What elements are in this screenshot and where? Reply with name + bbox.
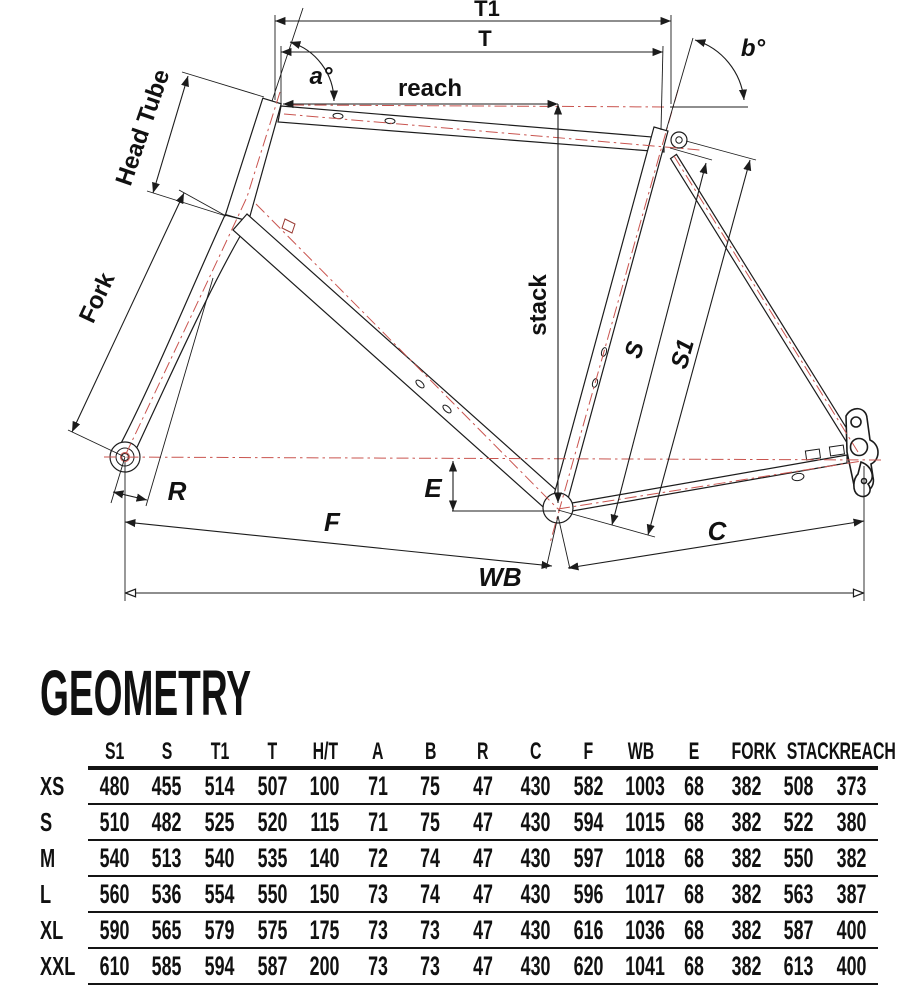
value-cell: 590	[88, 912, 141, 948]
value-cell: 1036	[615, 912, 668, 948]
value-cell: 75	[404, 804, 457, 840]
size-label: L	[40, 878, 52, 909]
value-cell: 430	[509, 948, 562, 984]
value-cell: 47	[457, 912, 510, 948]
column-header-s1: S1	[88, 737, 141, 768]
reach-level-centerline	[292, 105, 668, 107]
label-fork: Fork	[73, 268, 121, 328]
column-header-wb: WB	[615, 737, 668, 768]
value-cell: 115	[299, 804, 352, 840]
value-cell: 382	[720, 876, 773, 912]
value-cell: 68	[667, 876, 720, 912]
value-cell: 507	[246, 768, 299, 804]
seat-tube-centerline	[550, 90, 678, 543]
table-row-l	[40, 876, 878, 912]
value-cell: 47	[457, 876, 510, 912]
fork-blade	[117, 215, 249, 456]
label-stack: stack	[525, 274, 552, 336]
column-header-stack: STACK	[773, 737, 826, 768]
value-cell: 68	[667, 912, 720, 948]
value-cell: 535	[246, 840, 299, 876]
value-cell: 382	[720, 768, 773, 804]
value-cell: 382	[825, 840, 878, 876]
value-cell: 513	[141, 840, 194, 876]
geometry-table	[40, 737, 897, 985]
rear-dropout	[846, 409, 878, 497]
value-cell: 47	[457, 768, 510, 804]
value-cell: 482	[141, 804, 194, 840]
value-cell: 75	[404, 768, 457, 804]
value-cell: 550	[773, 840, 826, 876]
value-cell: 522	[773, 804, 826, 840]
top-tube-centerline	[284, 114, 700, 150]
size-label: XS	[40, 770, 65, 801]
geometry-table-body	[40, 768, 878, 984]
value-cell: 387	[825, 876, 878, 912]
value-cell: 540	[193, 840, 246, 876]
value-cell: 616	[562, 912, 615, 948]
column-header-t: T	[246, 737, 299, 768]
label-angle-b: b°	[740, 35, 766, 62]
value-cell: 536	[141, 876, 194, 912]
column-header-a: A	[351, 737, 404, 768]
value-cell: 200	[299, 948, 352, 984]
size-label: M	[40, 842, 56, 873]
value-cell: 47	[457, 948, 510, 984]
value-cell: 1041	[615, 948, 668, 984]
value-cell: 74	[404, 876, 457, 912]
table-row-xl	[40, 912, 878, 948]
value-cell: 520	[246, 804, 299, 840]
chainstay-mount	[829, 445, 844, 456]
value-cell: 550	[246, 876, 299, 912]
label-e: E	[424, 473, 442, 503]
value-cell: 565	[141, 912, 194, 948]
column-header-c: C	[509, 737, 562, 768]
value-cell: 47	[457, 840, 510, 876]
value-cell: 373	[825, 768, 878, 804]
column-header-h-t: H/T	[299, 737, 352, 768]
label-head-tube: Head Tube	[110, 66, 176, 190]
value-cell: 610	[88, 948, 141, 984]
value-cell: 575	[246, 912, 299, 948]
value-cell: 382	[720, 804, 773, 840]
value-cell: 382	[720, 948, 773, 984]
table-row-xxl	[40, 948, 878, 984]
chain-stay	[572, 455, 847, 511]
value-cell: 73	[351, 912, 404, 948]
value-cell: 455	[141, 768, 194, 804]
label-angle-a: a°	[309, 63, 333, 90]
value-cell: 68	[667, 948, 720, 984]
value-cell: 74	[404, 840, 457, 876]
value-cell: 382	[720, 912, 773, 948]
label-reach: reach	[397, 75, 463, 102]
value-cell: 1003	[615, 768, 668, 804]
seat-stay	[671, 154, 857, 447]
value-cell: 613	[773, 948, 826, 984]
value-cell: 73	[351, 948, 404, 984]
value-cell: 430	[509, 804, 562, 840]
value-cell: 587	[246, 948, 299, 984]
value-cell: 380	[825, 804, 878, 840]
chainstay-guide	[791, 473, 804, 482]
value-cell: 596	[562, 876, 615, 912]
value-cell: 554	[193, 876, 246, 912]
value-cell: 510	[88, 804, 141, 840]
column-header-f: F	[562, 737, 615, 768]
value-cell: 73	[404, 948, 457, 984]
value-cell: 73	[351, 876, 404, 912]
seat-clamp	[671, 132, 687, 148]
label-r: R	[167, 476, 187, 506]
value-cell: 560	[88, 876, 141, 912]
column-header-reach: REACH	[825, 737, 878, 768]
value-cell: 1018	[615, 840, 668, 876]
size-label: XL	[40, 914, 64, 945]
label-t: T	[478, 26, 492, 51]
value-cell: 72	[351, 840, 404, 876]
size-label: S	[40, 806, 53, 837]
value-cell: 597	[562, 840, 615, 876]
table-header-row	[40, 737, 878, 768]
value-cell: 585	[141, 948, 194, 984]
label-c: C	[707, 516, 727, 546]
cable-stop	[282, 219, 295, 233]
value-cell: 47	[457, 804, 510, 840]
seat-stay-centerline	[674, 156, 858, 452]
value-cell: 150	[299, 876, 352, 912]
value-cell: 100	[299, 768, 352, 804]
value-cell: 620	[562, 948, 615, 984]
value-cell: 382	[720, 840, 773, 876]
value-cell: 508	[773, 768, 826, 804]
value-cell: 68	[667, 840, 720, 876]
label-f: F	[324, 507, 340, 537]
value-cell: 525	[193, 804, 246, 840]
table-row-m	[40, 840, 878, 876]
column-header-r: R	[457, 737, 510, 768]
value-cell: 587	[773, 912, 826, 948]
value-cell: 480	[88, 768, 141, 804]
value-cell: 430	[509, 876, 562, 912]
value-cell: 71	[351, 804, 404, 840]
value-cell: 579	[193, 912, 246, 948]
value-cell: 140	[299, 840, 352, 876]
column-header-s: S	[141, 737, 194, 768]
size-label: XXL	[40, 950, 76, 981]
head-tube	[226, 98, 282, 221]
value-cell: 582	[562, 768, 615, 804]
value-cell: 68	[667, 804, 720, 840]
value-cell: 594	[562, 804, 615, 840]
label-s1: S1	[665, 336, 700, 372]
value-cell: 1015	[615, 804, 668, 840]
value-cell: 430	[509, 840, 562, 876]
value-cell: 563	[773, 876, 826, 912]
dimension-angle-b	[666, 35, 766, 131]
page-title: GEOMETRY	[40, 657, 252, 729]
dimension-stack	[525, 104, 558, 503]
label-t1: T1	[474, 0, 500, 21]
column-header-b: B	[404, 737, 457, 768]
value-cell: 400	[825, 948, 878, 984]
value-cell: 430	[509, 768, 562, 804]
column-header-fork: FORK	[720, 737, 773, 768]
column-header-e: E	[667, 737, 720, 768]
down-tube	[233, 214, 565, 514]
value-cell: 514	[193, 768, 246, 804]
value-cell: 594	[193, 948, 246, 984]
value-cell: 540	[88, 840, 141, 876]
value-cell: 73	[404, 912, 457, 948]
column-header-t1: T1	[193, 737, 246, 768]
value-cell: 175	[299, 912, 352, 948]
seat-tube	[551, 127, 668, 510]
chainstay-mount	[805, 449, 820, 460]
table-row-s	[40, 804, 878, 840]
table-row-xs	[40, 768, 878, 804]
value-cell: 1017	[615, 876, 668, 912]
dimension-wb	[125, 562, 864, 593]
value-cell: 400	[825, 912, 878, 948]
label-wb: WB	[478, 562, 522, 592]
value-cell: 68	[667, 768, 720, 804]
table-corner-cell	[40, 737, 88, 768]
label-s: S	[619, 338, 650, 362]
value-cell: 71	[351, 768, 404, 804]
value-cell: 430	[509, 912, 562, 948]
